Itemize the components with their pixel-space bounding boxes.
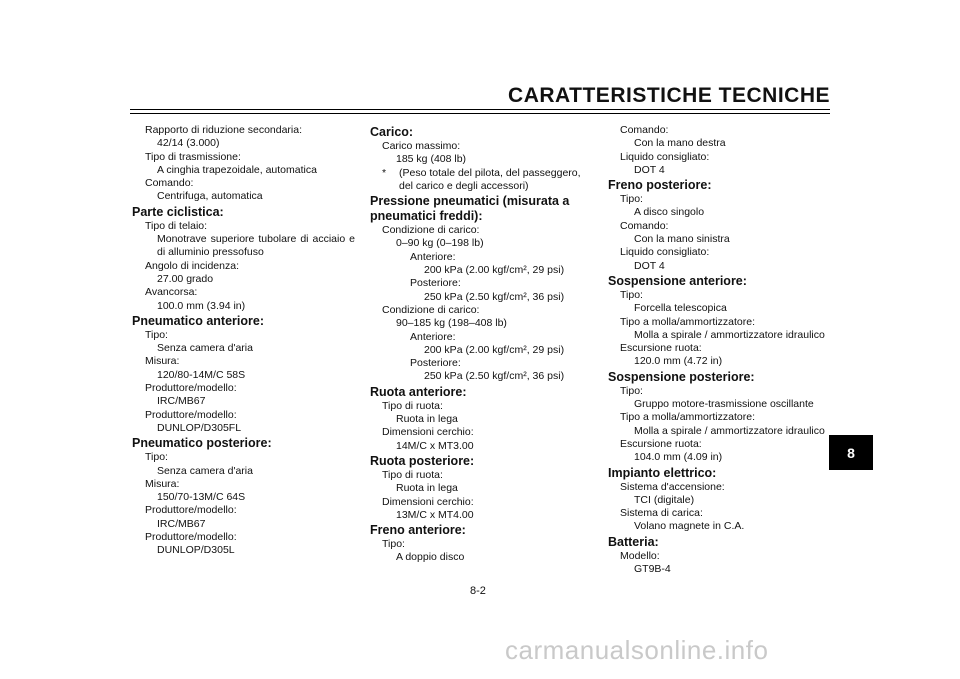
spec-value: 250 kPa (2.50 kgf/cm², 36 psi): [424, 290, 565, 303]
spec-label: Escursione ruota:: [620, 437, 702, 450]
section-heading-freno-posteriore: Freno posteriore:: [608, 178, 712, 193]
spec-label: Misura:: [145, 477, 180, 490]
spec-value: 200 kPa (2.00 kgf/cm², 29 psi): [424, 264, 565, 277]
spec-value: Forcella telescopica: [634, 302, 727, 315]
spec-label: Tipo a molla/ammortizzatore:: [620, 315, 755, 328]
spec-label: Escursione ruota:: [620, 342, 702, 355]
spec-label: Sistema d'accensione:: [620, 480, 725, 493]
section-heading-batteria: Batteria:: [608, 534, 659, 549]
section-heading-impianto-elettrico: Impianto elettrico:: [608, 465, 717, 480]
page-number: 8-2: [470, 585, 486, 597]
spec-label: Comando:: [620, 124, 669, 136]
spec-value: A disco singolo: [634, 206, 705, 219]
spec-value: 14M/C x MT3.00: [396, 439, 474, 452]
spec-value: A doppio disco: [396, 551, 465, 564]
spec-label: Comando:: [145, 177, 194, 190]
spec-value: GT9B-4: [634, 563, 671, 576]
spec-value: Volano magnete in C.A.: [634, 520, 745, 533]
spec-label: Tipo di trasmissione:: [145, 150, 241, 163]
spec-value: 200 kPa (2.00 kgf/cm², 29 psi): [424, 343, 565, 356]
spec-label: Tipo:: [620, 288, 643, 301]
spec-label: Tipo:: [145, 328, 168, 341]
spec-label: Tipo:: [145, 451, 168, 464]
spec-value: A cinghia trapezoidale, automatica: [157, 163, 317, 176]
spec-value: Con la mano sinistra: [634, 233, 730, 246]
section-heading-pneumatico-posteriore: Pneumatico posteriore:: [132, 436, 272, 451]
spec-value: Con la mano destra: [634, 137, 726, 150]
spec-value: Gruppo motore-trasmissione oscillante: [634, 398, 814, 411]
spec-value: Ruota in lega: [396, 413, 458, 426]
spec-value: 150/70-13M/C 64S: [157, 491, 246, 504]
spec-label: Tipo di ruota:: [382, 399, 443, 412]
spec-label: Liquido consigliato:: [620, 246, 710, 259]
footnote-marker: *: [382, 166, 387, 179]
spec-label: Produttore/modello:: [145, 531, 237, 544]
section-heading-pneumatico-anteriore: Pneumatico anteriore:: [132, 313, 264, 328]
spec-value: 120.0 mm (4.72 in): [634, 355, 723, 368]
spec-value: 250 kPa (2.50 kgf/cm², 36 psi): [424, 370, 565, 383]
spec-value: Senza camera d'aria: [157, 464, 253, 477]
page-title: CARATTERISTICHE TECNICHE: [508, 84, 830, 107]
section-heading-pressione-pneumatici: Pressione pneumatici (misurata a pneumatici freddi):: [370, 194, 570, 224]
spec-label: Carico massimo:: [382, 140, 461, 152]
spec-value: 27.00 grado: [157, 272, 214, 285]
spec-label: Dimensioni cerchio:: [382, 426, 474, 439]
spec-label: Misura:: [145, 355, 180, 368]
footnote: [382, 167, 595, 194]
spec-label: Tipo:: [620, 193, 643, 206]
spec-label: Produttore/modello:: [145, 382, 237, 395]
spec-value: DUNLOP/D305FL: [157, 421, 242, 434]
spec-label: Rapporto di riduzione secondaria:: [145, 124, 303, 136]
spec-label: Tipo a molla/ammortizzatore:: [620, 411, 755, 424]
spec-label: Tipo:: [620, 384, 643, 397]
spec-value: 100.0 mm (3.94 in): [157, 299, 246, 312]
spec-column-3: [608, 124, 833, 576]
spec-value: IRC/MB67: [157, 395, 206, 408]
chapter-tab: 8: [829, 435, 873, 470]
section-heading-ruota-anteriore: Ruota anteriore:: [370, 384, 467, 399]
spec-value: Molla a spirale / ammortizzatore idraulico: [634, 328, 825, 341]
spec-value: Molla a spirale / ammortizzatore idraulico: [634, 424, 825, 437]
spec-label: Condizione di carico:: [382, 224, 480, 237]
spec-value: Ruota in lega: [396, 482, 458, 495]
spec-label: Produttore/modello:: [145, 504, 237, 517]
spec-label: Comando:: [620, 219, 669, 232]
spec-value: Monotrave superiore tubolare di acciaio e di alluminio pressofuso: [157, 233, 355, 259]
spec-label: Posteriore:: [410, 277, 461, 290]
spec-column-2: [370, 124, 595, 565]
spec-value: 42/14 (3.000): [157, 137, 220, 150]
spec-value: TCI (digitale): [634, 493, 695, 506]
section-heading-sospensione-anteriore: Sospensione anteriore:: [608, 273, 747, 288]
section-heading-carico: Carico:: [370, 125, 414, 139]
spec-column-1: [132, 124, 355, 558]
spec-label: Anteriore:: [410, 250, 456, 263]
spec-value: 185 kg (408 lb): [396, 153, 467, 166]
section-heading-ruota-posteriore: Ruota posteriore:: [370, 453, 475, 468]
spec-value: DUNLOP/D305L: [157, 544, 235, 557]
spec-value: 104.0 mm (4.09 in): [634, 451, 723, 464]
spec-label: Condizione di carico:: [382, 303, 480, 316]
spec-label: Tipo di telaio:: [145, 219, 208, 232]
spec-value: 120/80-14M/C 58S: [157, 368, 246, 381]
spec-value: DOT 4: [634, 259, 665, 272]
header-rule-bottom: [130, 113, 830, 114]
watermark: carmanualsonline.info: [505, 635, 769, 665]
spec-value: Senza camera d'aria: [157, 342, 253, 355]
spec-label: Liquido consigliato:: [620, 150, 710, 163]
spec-label: Tipo:: [382, 538, 405, 551]
section-heading-sospensione-posteriore: Sospensione posteriore:: [608, 369, 755, 384]
footnote-text: (Peso totale del pilota, del passeggero, del carico e degli accessori): [399, 166, 581, 192]
spec-value: DOT 4: [634, 163, 665, 176]
spec-value: 90–185 kg (198–408 lb): [396, 317, 507, 330]
section-heading-freno-anteriore: Freno anteriore:: [370, 523, 466, 538]
spec-value: 13M/C x MT4.00: [396, 508, 474, 521]
spec-label: Tipo di ruota:: [382, 468, 443, 481]
spec-label: Sistema di carica:: [620, 507, 703, 520]
spec-label: Modello:: [620, 549, 660, 562]
section-heading-parte-ciclistica: Parte ciclistica:: [132, 204, 224, 219]
spec-label: Avancorsa:: [145, 286, 198, 299]
spec-value: Centrifuga, automatica: [157, 190, 263, 203]
spec-label: Angolo di incidenza:: [145, 259, 239, 272]
spec-label: Dimensioni cerchio:: [382, 495, 474, 508]
spec-value: IRC/MB67: [157, 517, 206, 530]
spec-value: 0–90 kg (0–198 lb): [396, 237, 484, 250]
header-rule-top: [130, 109, 830, 110]
spec-label: Posteriore:: [410, 357, 461, 370]
spec-label: Produttore/modello:: [145, 408, 237, 421]
spec-label: Anteriore:: [410, 330, 456, 343]
